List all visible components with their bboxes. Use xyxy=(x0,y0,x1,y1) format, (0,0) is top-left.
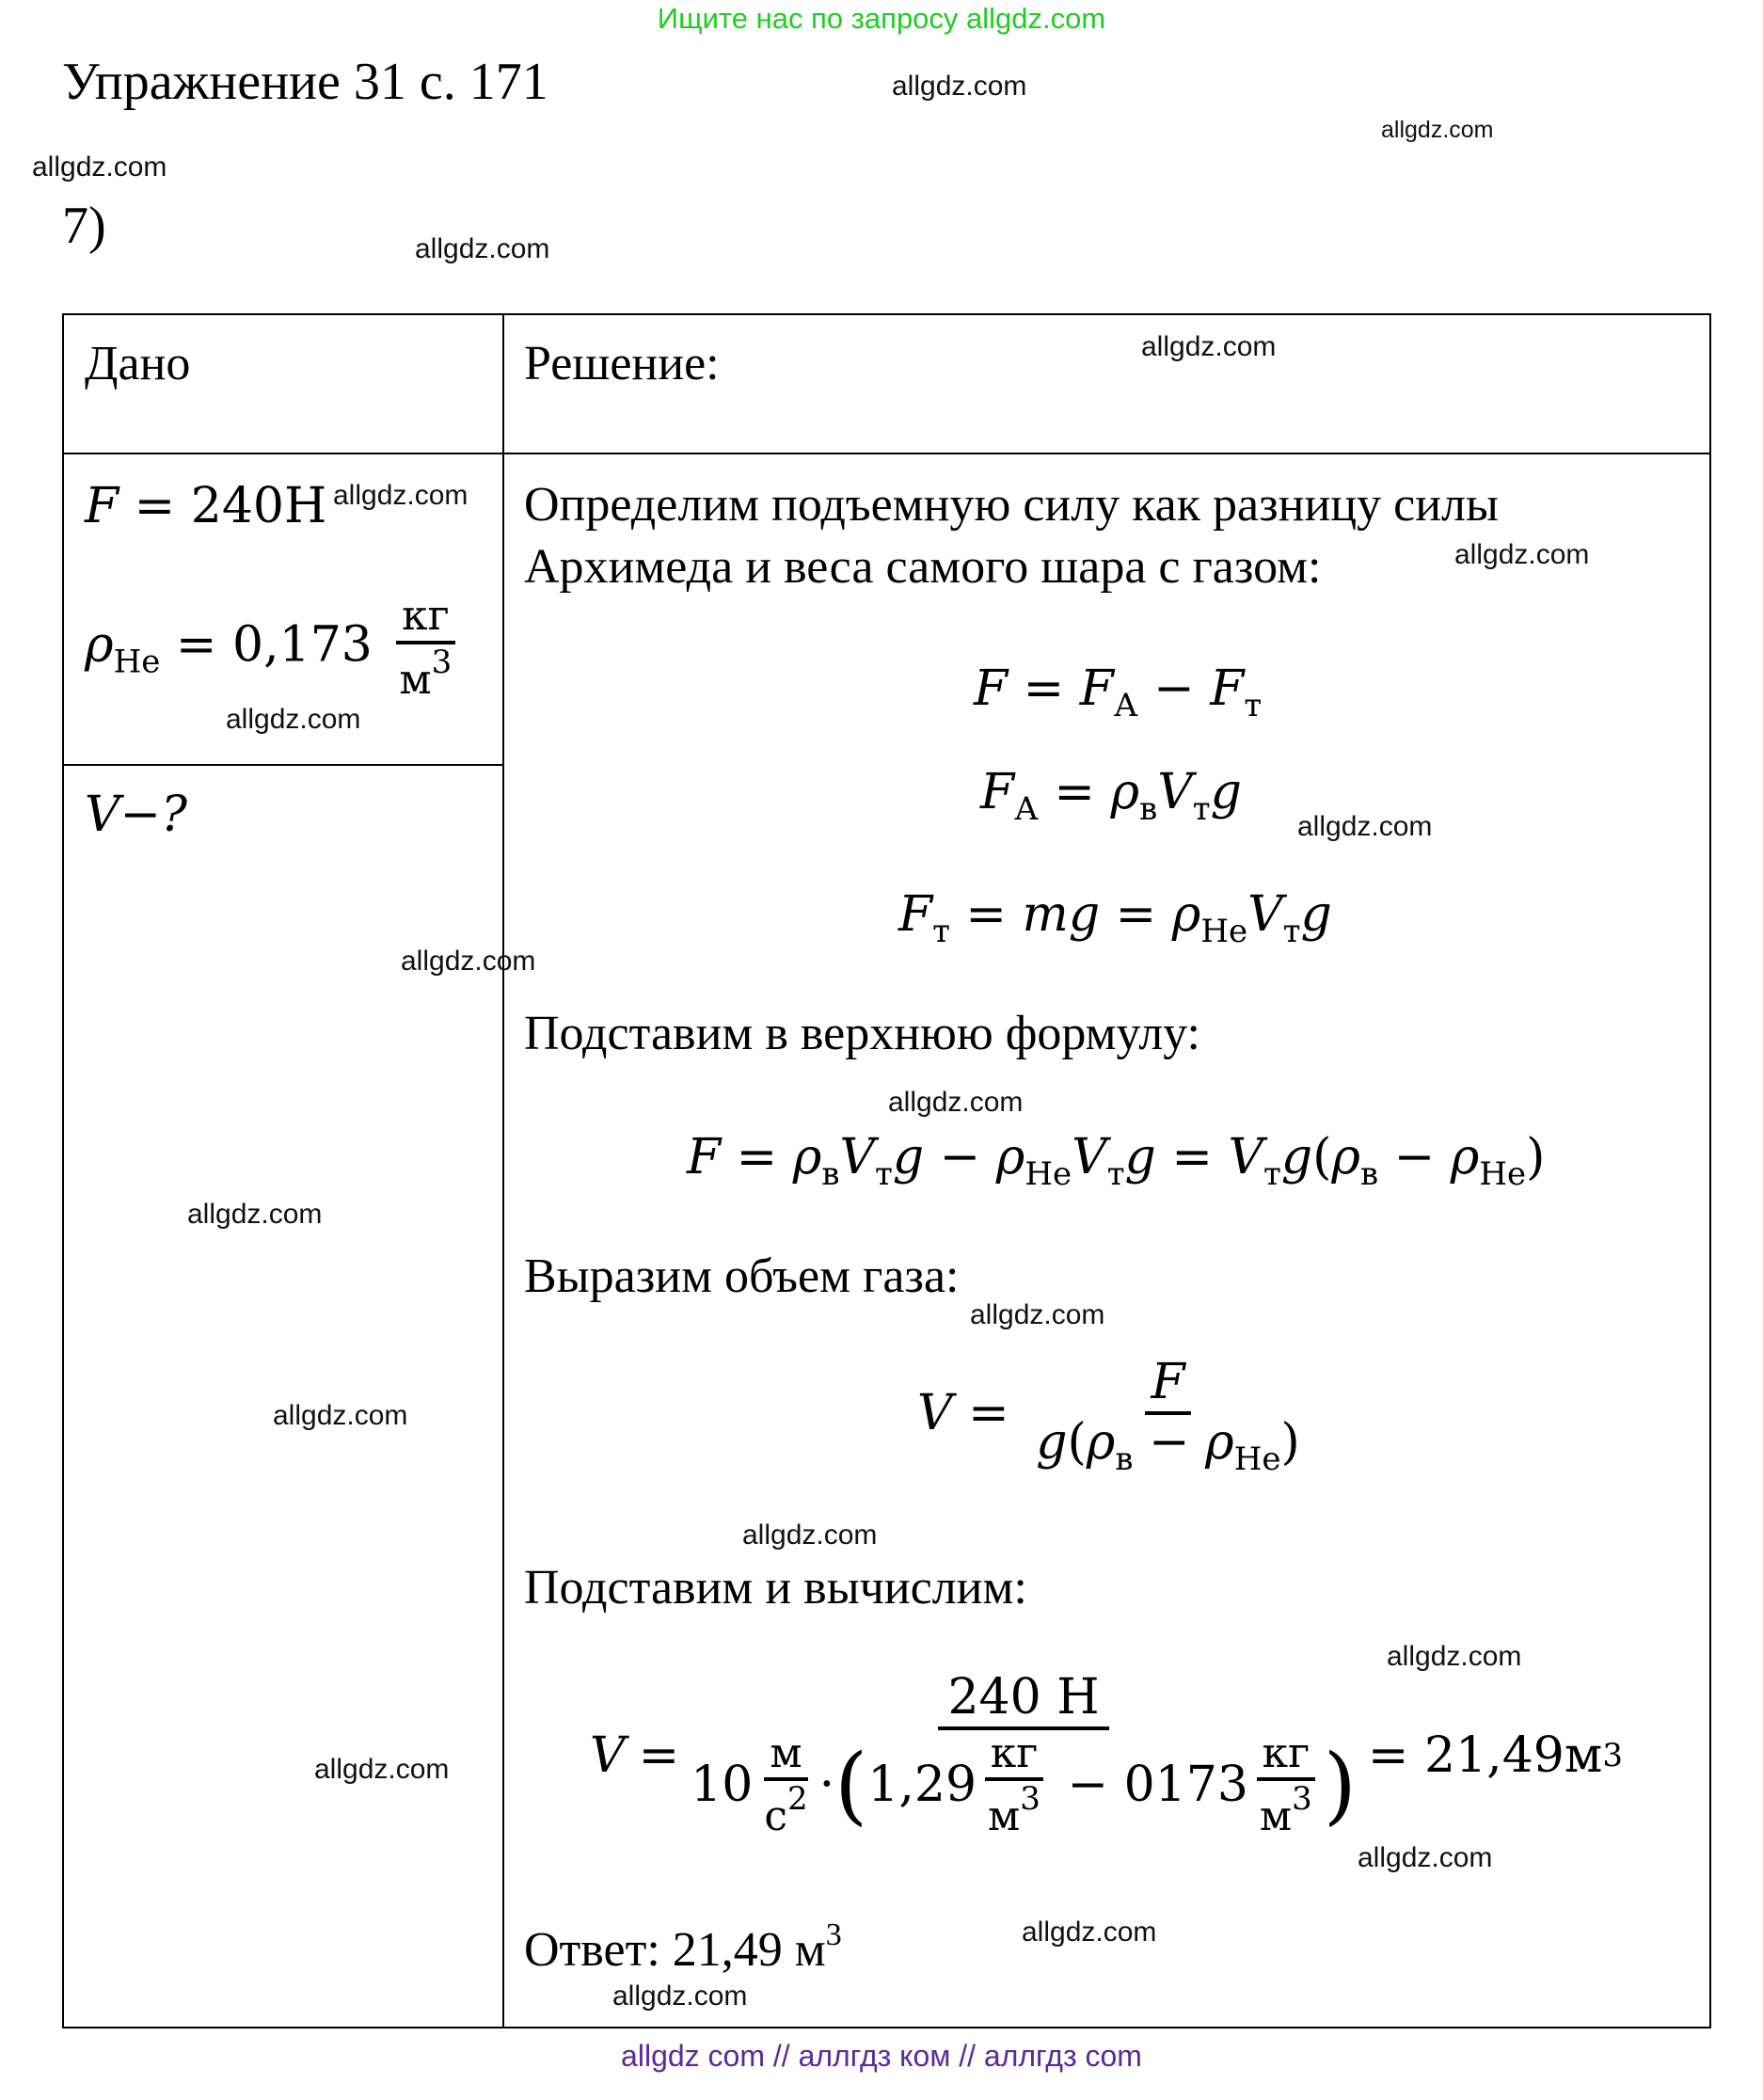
intro-line-2: Архимеда и веса самого шара с газом: xyxy=(524,540,1322,594)
formula-calculation: V = 240 Н 10 $\frac{м}{с^2}$ · ( 1,29 $\frac{кг}{м^3}$ − 0173 $\frac{кг}{м^3}$ ) = 21,49м 3 xyxy=(590,1669,1623,1841)
rho-sub: He xyxy=(113,643,161,681)
given-force xyxy=(85,476,326,536)
footer-links[interactable]: allgdz com // аллгдз ком // аллгдз com xyxy=(621,2039,1142,2073)
ad-banner[interactable]: Ищите нас по запросу allgdz.com xyxy=(657,2,1106,35)
density-unit: $\frac{кг}{м^3}$ xyxy=(393,593,457,704)
watermark: allgdz.com xyxy=(1297,811,1433,842)
watermark: allgdz.com xyxy=(1454,539,1590,570)
force-symbol: F xyxy=(85,478,119,534)
watermark: allgdz.com xyxy=(1387,1641,1522,1672)
eq: = xyxy=(134,478,176,534)
calc-result: = 21,49м xyxy=(1367,1726,1603,1784)
watermark: allgdz.com xyxy=(226,704,361,735)
watermark: allgdz.com xyxy=(415,233,550,264)
formula-volume: V = $\frac{F}{g(\rho_в - \rho_{He})}$ xyxy=(917,1354,1300,1478)
watermark: allgdz.com xyxy=(1381,117,1494,143)
formula-lift-force: $F = F_А - F_т$ xyxy=(974,660,1263,724)
watermark: allgdz.com xyxy=(273,1400,408,1431)
answer-value: 21,49 м xyxy=(672,1923,826,1977)
formula-weight: $F_т$ = mg = $\rho_{He}V_тg$ xyxy=(898,886,1332,950)
task-number: 7) xyxy=(62,197,106,255)
eq: = xyxy=(175,616,217,674)
watermark: allgdz.com xyxy=(892,71,1027,102)
given-find: V−? xyxy=(85,787,188,843)
watermark: allgdz.com xyxy=(32,151,167,183)
compute-text: Подставим и вычислим: xyxy=(524,1561,1027,1615)
watermark: allgdz.com xyxy=(401,946,536,977)
header-divider xyxy=(62,453,1711,454)
watermark: allgdz.com xyxy=(888,1087,1024,1118)
exercise-title: Упражнение 31 с. 171 xyxy=(62,53,548,111)
watermark: allgdz.com xyxy=(314,1754,450,1785)
formula-archimedes: $F_А = \rho_вV_тg$ xyxy=(980,764,1242,828)
watermark: allgdz.com xyxy=(970,1299,1105,1330)
given-divider xyxy=(62,764,502,766)
given-header: Дано xyxy=(85,337,191,390)
column-divider xyxy=(502,313,504,2028)
rho-symbol: ρ xyxy=(85,616,114,674)
substitute-text: Подставим в верхнюю формулу: xyxy=(524,1007,1200,1060)
given-density xyxy=(85,593,463,704)
watermark: allgdz.com xyxy=(187,1199,323,1230)
watermark: allgdz.com xyxy=(612,1981,748,2012)
watermark: allgdz.com xyxy=(1022,1917,1157,1948)
answer-label: Ответ: xyxy=(524,1923,660,1977)
calc-fraction: 240 Н 10 $\frac{м}{с^2}$ · ( 1,29 $\frac{кг}{м^3}$ − 0173 $\frac{кг}{м^3}$ ) xyxy=(691,1669,1357,1841)
force-value: 240Н xyxy=(190,478,327,534)
watermark: allgdz.com xyxy=(742,1519,878,1551)
intro-line-1: Определим подъемную силу как разницу силы xyxy=(524,478,1499,532)
solution-header: Решение: xyxy=(524,337,720,390)
watermark: allgdz.com xyxy=(333,480,469,511)
express-text: Выразим объем газа: xyxy=(524,1249,960,1303)
density-value: 0,173 xyxy=(232,616,373,674)
watermark: allgdz.com xyxy=(1358,1842,1493,1873)
answer: Ответ: 21,49 $м^3$ xyxy=(524,1917,842,1977)
formula-substituted: $F = \rho_вV_тg - \rho_{He}V_тg = V_тg(\rho_в - \rho_{He})$ xyxy=(687,1129,1546,1193)
watermark: allgdz.com xyxy=(1141,331,1277,362)
